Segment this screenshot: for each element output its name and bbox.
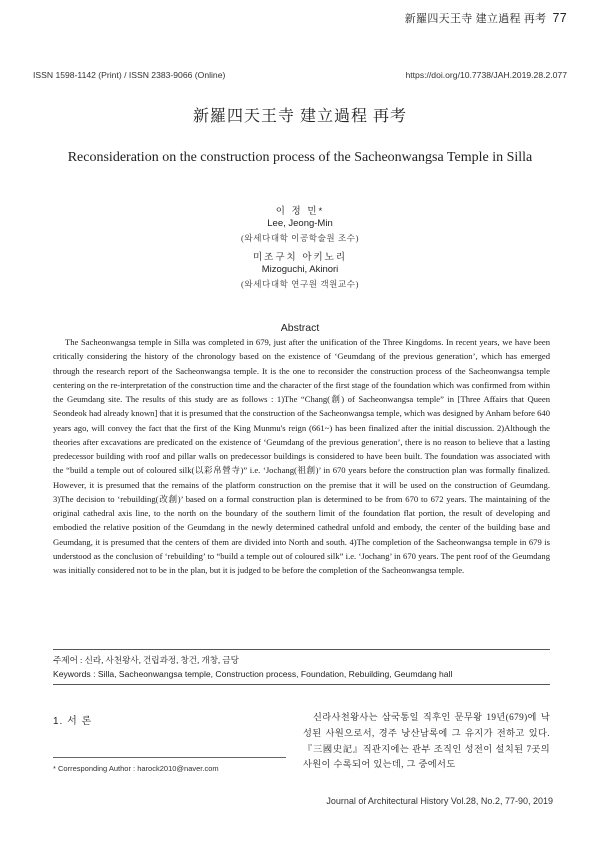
keywords-top-rule xyxy=(53,649,550,650)
abstract-heading: Abstract xyxy=(280,322,320,334)
author-2-korean-name: 미조구치 아키노리 xyxy=(252,252,348,263)
author-1-affiliation: (와세다대학 이공학술원 조수) xyxy=(240,233,360,243)
keywords-bottom-rule xyxy=(53,684,550,685)
page-number: 77 xyxy=(552,11,567,25)
running-head xyxy=(405,10,567,26)
footnote-rule xyxy=(53,757,286,758)
author-1-korean-name: 이 정 민* xyxy=(275,206,325,217)
title-english: Reconsideration on the construction process of the Sacheonwangsa Temple in Silla xyxy=(67,150,533,165)
running-head-title: 新羅四天王寺 建立過程 再考 xyxy=(404,13,547,25)
doi-link[interactable]: https://doi.org/10.7738/JAH.2019.28.2.077 xyxy=(405,70,567,80)
title-chinese: 新羅四天王寺 建立過程 再考 xyxy=(192,108,407,125)
body-text-korean: 신라사천왕사는 삼국통일 직후인 문무왕 19년(679)에 낙성된 사원으로서, 경주 낭산남록에 그 유지가 전하고 있다. 『三國史記』직관지에는 관부 조직인 성전이 설치된 7곳의 사원이 수록되어 있는데, 그 중에서도 xyxy=(303,712,550,770)
journal-info: Journal of Architectural History Vol.28, No.2, 77-90, 2019 xyxy=(326,796,553,806)
issn-line: ISSN 1598-1142 (Print) / ISSN 2383-9066 (Online) xyxy=(33,70,226,80)
author-1-english-name: Lee, Jeong-Min xyxy=(267,218,333,229)
section-title: 1. 서 론 xyxy=(53,716,93,727)
footnote: * Corresponding Author : harock2010@naver.com xyxy=(53,764,219,773)
keywords-english: Keywords : Silla, Sacheonwangsa temple, Construction process, Foundation, Rebuilding, Geumdang hall xyxy=(53,669,453,679)
author-2-affiliation: (와세다대학 연구원 객원교수) xyxy=(240,279,360,289)
author-2-english-name: Mizoguchi, Akinori xyxy=(261,264,339,275)
keywords-korean: 주제어 : 신라, 사천왕사, 건립과정, 창건, 개창, 금당 xyxy=(53,655,239,665)
abstract-body: The Sacheonwangsa temple in Silla was completed in 679, just after the unification of the Three Kingdoms. In recent years, we have been critically considering the history of the chronology based on the existence of ‘Geumdang of the previous generation’, which has emerged through the research report of the Sacheonwangsa temple. It is the one to reconsider the construction process of the Sacheonwangsa temple centering on the re-interpretation of the construction time and the character of the first stage of the foundation which was confirmed from within the Geumdang site. The results of this study are as follows : 1)The “Chang(創) of Sacheonwangsa temple” in [Three Affairs that Queen Seondeok had already known] that it is presumed that the construction of the Sacheonwangsa temple, which was designed by Anham before 640 years ago, will convey the fact that the first of the King Munmu's reign (661~) has been finalized after the initial discussion. 2)Although the theories after excavations are predicated on the existence of ‘Geumdang of the previous generation’, there is no reason to believe that a lasting predecessor building with roof and pillar walls on predecessor buildings is considered to have been built. The foundation was associated with the “build a temple out of coloured silk(以彩帛營寺)” i.e. ‘Jochang(祖創)’ in 670 years before the construction plan was formally finalized. However, it is presumed that the remains of the platform construction on the premise that it will be used on the construction of Geumdang. 3)The decision to ‘rebuilding(改創)’ based on a formal construction plan is determined to be from 670 to 672 years. The maintaining of the original cathedral axis line, to the north on the boundary of the southern limit of the foundation flat portion, the result of developing and embodied the relative position of the Geumdang in the newly determined cathedral unfold and embody, the center of the building base and Geumdang, it is presumed that the centers of them are divided into North and south. 4)The completion of the Sacheonwangsa temple in 679 is understood as the conclusion of ‘rebuilding’ to “build a temple out of coloured silk” i.e. ‘Jochang’ in 670 years. The pent roof of the Geumdang was initially considered not to be in the plan, but it is judged to be before the completion of the Sacheonwangsa temple. xyxy=(53,337,550,575)
